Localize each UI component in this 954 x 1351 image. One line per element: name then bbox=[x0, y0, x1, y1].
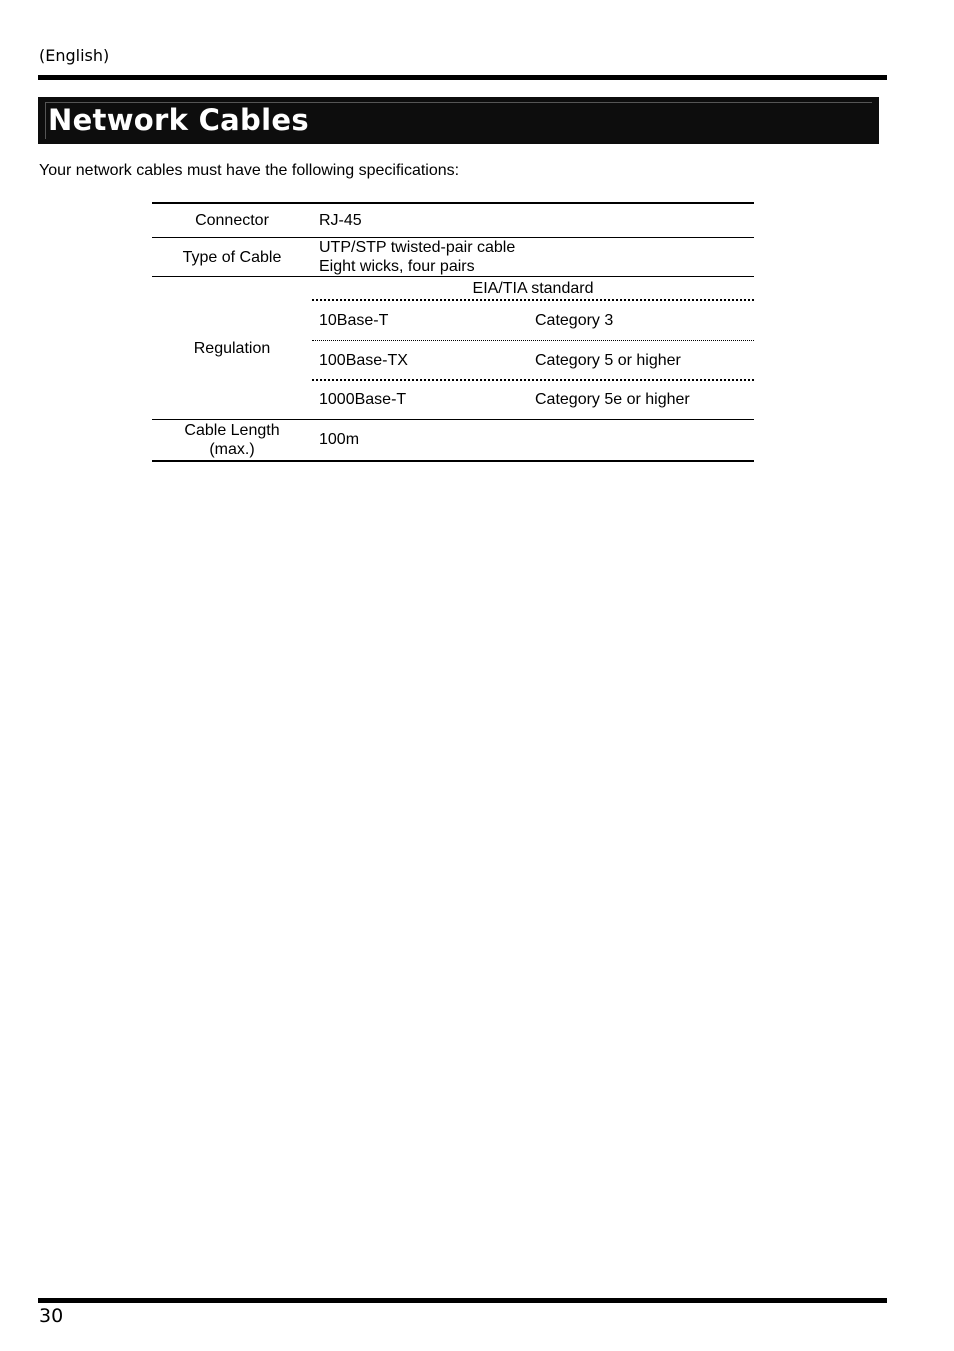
footer-rule bbox=[38, 1298, 887, 1303]
length-value: 100m bbox=[319, 431, 360, 448]
connector-value: RJ-45 bbox=[319, 212, 362, 229]
language-label: (English) bbox=[39, 46, 110, 65]
standard-header: EIA/TIA standard bbox=[472, 280, 594, 297]
table-rule bbox=[152, 276, 754, 277]
table-rule-top bbox=[152, 202, 754, 204]
section-banner bbox=[38, 97, 879, 144]
page-title: Network Cables bbox=[48, 103, 309, 137]
regulation-type: 1000Base-T bbox=[319, 391, 407, 408]
intro-text: Your network cables must have the following specifications: bbox=[39, 162, 460, 179]
table-rule-dotted bbox=[312, 299, 754, 301]
regulation-type: 10Base-T bbox=[319, 312, 389, 329]
connector-label: Connector bbox=[195, 212, 269, 229]
regulation-category: Category 3 bbox=[535, 312, 614, 329]
regulation-label: Regulation bbox=[193, 340, 271, 357]
cable-type-value-line2: Eight wicks, four pairs bbox=[319, 258, 475, 275]
table-rule-dotted bbox=[312, 379, 754, 381]
length-label-line2: (max.) bbox=[209, 441, 255, 458]
regulation-category: Category 5e or higher bbox=[535, 391, 690, 408]
page-number: 30 bbox=[39, 1305, 64, 1327]
cable-type-value-line1: UTP/STP twisted-pair cable bbox=[319, 239, 516, 256]
table-rule bbox=[152, 419, 754, 420]
regulation-category: Category 5 or higher bbox=[535, 352, 681, 369]
table-rule-dotted bbox=[312, 340, 754, 341]
cable-type-label: Type of Cable bbox=[182, 249, 282, 266]
header-rule bbox=[38, 75, 887, 80]
regulation-type: 100Base-TX bbox=[319, 352, 408, 369]
length-label-line1: Cable Length bbox=[184, 422, 280, 439]
table-rule-bottom bbox=[152, 460, 754, 462]
